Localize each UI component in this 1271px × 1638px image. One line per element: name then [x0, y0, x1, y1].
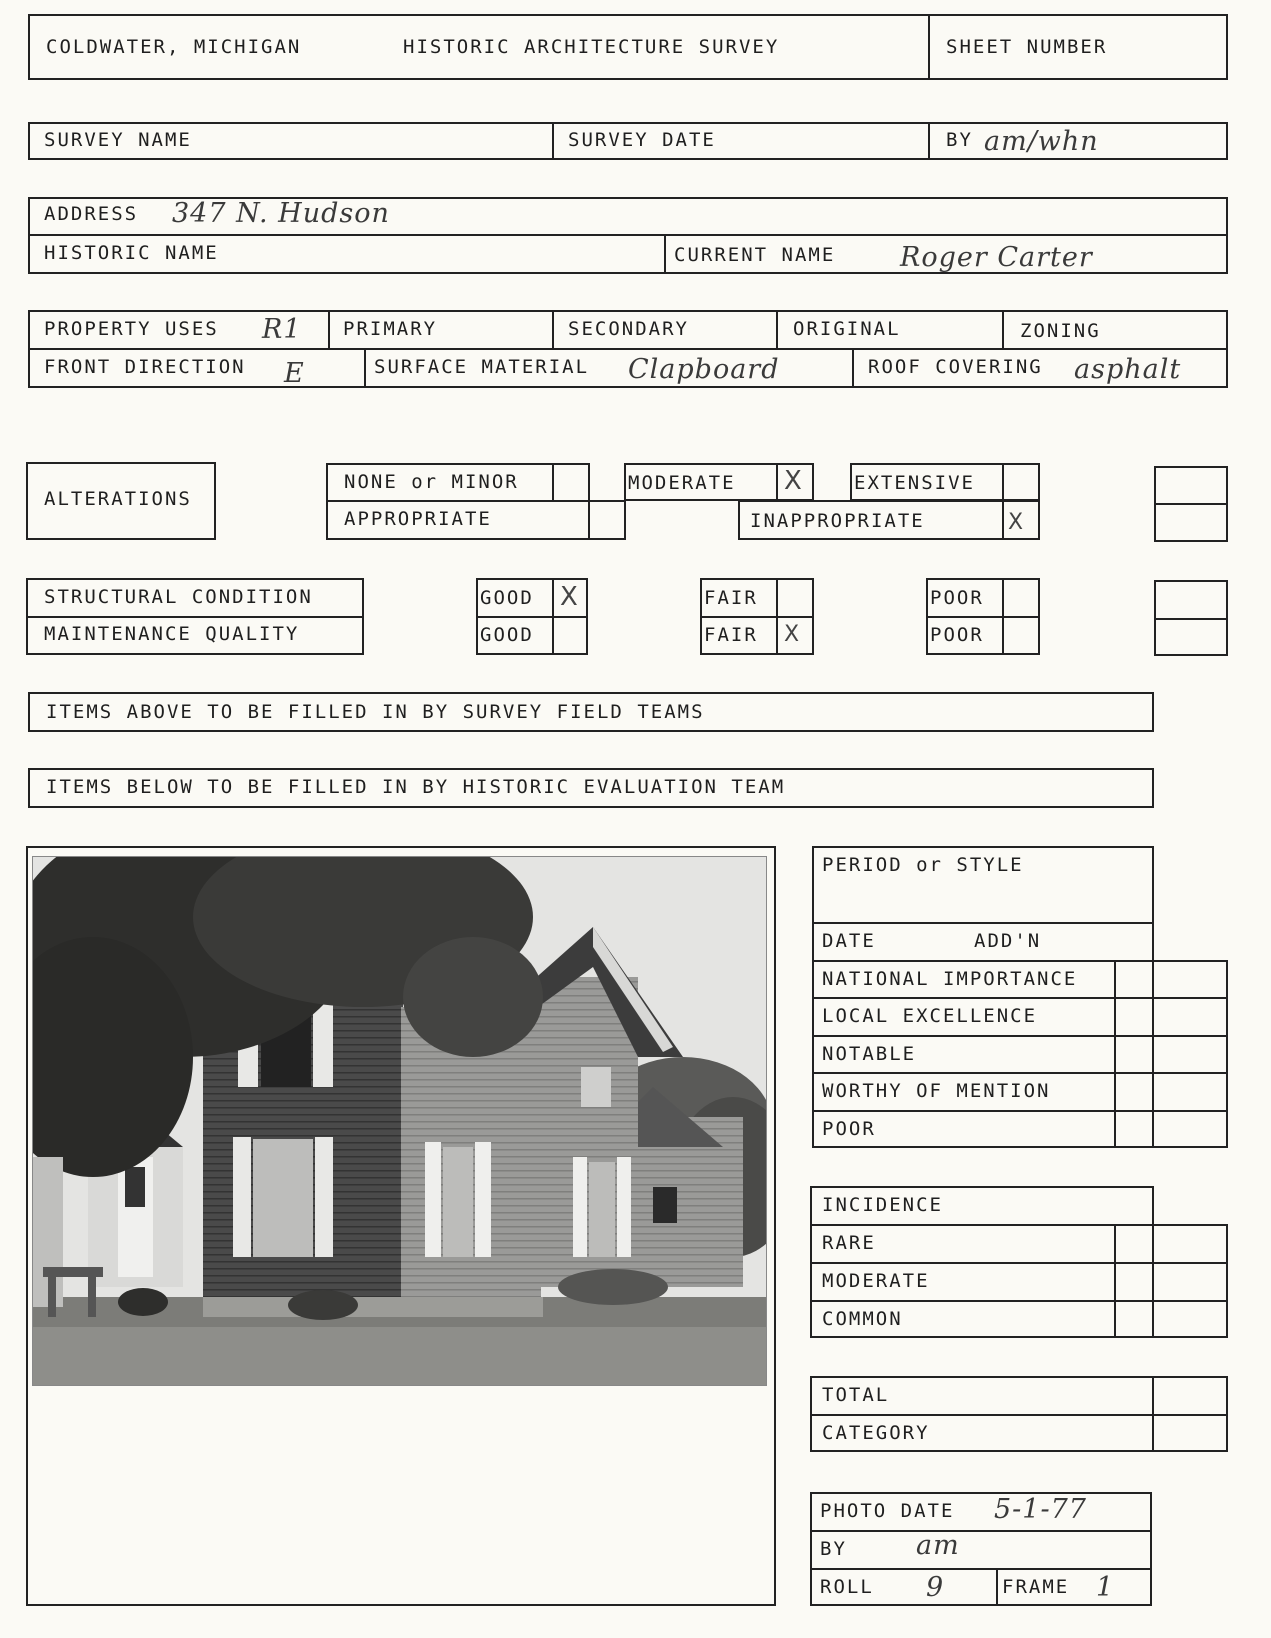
frame-value: 1	[1096, 1572, 1115, 1603]
house-photo	[32, 856, 767, 1386]
photo-date-label: PHOTO DATE	[820, 1500, 955, 1522]
none-minor-check-col	[552, 463, 554, 500]
incidence-label: INCIDENCE	[822, 1194, 943, 1216]
poor-divider	[926, 616, 1040, 618]
roll-frame-divider	[996, 1568, 998, 1606]
totals-score-col	[1152, 1376, 1154, 1452]
current-name-label: CURRENT NAME	[674, 244, 836, 266]
maintenance-fair-mark: X	[784, 622, 800, 647]
good-divider	[476, 616, 588, 618]
none-minor-divider	[326, 500, 624, 502]
worthy-of-mention-label: WORTHY OF MENTION	[822, 1080, 1051, 1102]
roof-covering-label: ROOF COVERING	[868, 356, 1043, 378]
appropriate-check-end	[624, 500, 626, 540]
eval-row-5	[812, 1072, 1228, 1074]
inappropriate-check-col	[1002, 500, 1004, 540]
historic-name-label: HISTORIC NAME	[44, 242, 219, 264]
maintenance-poor-label: POOR	[930, 624, 984, 646]
notable-label: NOTABLE	[822, 1043, 917, 1065]
maintenance-quality-label: MAINTENANCE QUALITY	[44, 623, 300, 645]
moderate-check-col	[776, 463, 778, 501]
poor-check-col	[1002, 578, 1004, 655]
roll-value: 9	[926, 1572, 945, 1603]
incidence-row-2	[810, 1262, 1228, 1264]
rare-label: RARE	[822, 1232, 876, 1254]
property-divider	[28, 348, 1228, 350]
none-minor-label: NONE or MINOR	[344, 471, 519, 493]
address-label: ADDRESS	[44, 203, 139, 225]
alterations-label: ALTERATIONS	[44, 488, 192, 510]
property-col-6	[852, 348, 854, 388]
fair-divider	[700, 616, 814, 618]
header-divider	[928, 14, 930, 80]
common-label: COMMON	[822, 1308, 903, 1330]
eval-row-4	[812, 1035, 1228, 1037]
survey-date-label: SURVEY DATE	[568, 129, 716, 151]
current-name-value: Roger Carter	[900, 242, 1093, 273]
appropriate-label: APPROPRIATE	[344, 508, 492, 530]
condition-score-divider	[1154, 618, 1228, 620]
eval-poor-label: POOR	[822, 1118, 876, 1140]
incidence-row-1	[810, 1224, 1228, 1226]
eval-row-1	[812, 922, 1154, 924]
inappropriate-label: INAPPROPRIATE	[750, 510, 925, 532]
items-below-note: ITEMS BELOW TO BE FILLED IN BY HISTORIC EVALUATION TEAM	[46, 776, 786, 798]
good-check-col	[552, 578, 554, 655]
surface-material-label: SURFACE MATERIAL	[374, 356, 590, 378]
survey-by-label: BY	[946, 129, 973, 151]
photo-date-value: 5-1-77	[994, 1494, 1087, 1525]
property-col-1	[328, 310, 330, 348]
secondary-label: SECONDARY	[568, 318, 689, 340]
national-importance-label: NATIONAL IMPORTANCE	[822, 968, 1078, 990]
moderate-label: MODERATE	[628, 472, 736, 494]
property-col-2	[552, 310, 554, 348]
total-label: TOTAL	[822, 1384, 890, 1406]
totals-divider	[810, 1414, 1228, 1416]
moderate-check-mark: X	[784, 466, 802, 496]
items-above-note: ITEMS ABOVE TO BE FILLED IN BY SURVEY FIELD TEAMS	[46, 701, 705, 723]
address-divider	[28, 234, 1228, 236]
addn-label: ADD'N	[974, 930, 1042, 952]
primary-label: PRIMARY	[343, 318, 438, 340]
structural-condition-label: STRUCTURAL CONDITION	[44, 586, 313, 608]
property-col-3	[776, 310, 778, 348]
incidence-score-column	[1114, 1224, 1228, 1338]
incidence-row-3	[810, 1300, 1228, 1302]
property-col-5	[364, 348, 366, 388]
alterations-score-divider	[1154, 503, 1228, 505]
appropriate-check-col	[588, 500, 590, 540]
survey-by-value: am/whn	[984, 126, 1099, 157]
inappropriate-check-mark: X	[1008, 510, 1024, 535]
date-label: DATE	[822, 930, 876, 952]
property-uses-value: R1	[262, 314, 302, 345]
fair-check-col	[776, 578, 778, 655]
extensive-label: EXTENSIVE	[854, 472, 975, 494]
eval-row-3	[812, 997, 1228, 999]
property-uses-label: PROPERTY USES	[44, 318, 219, 340]
roll-label: ROLL	[820, 1576, 874, 1598]
evaluation-score-column	[1114, 960, 1228, 1148]
form-title: HISTORIC ARCHITECTURE SURVEY	[403, 36, 780, 58]
maintenance-good-label: GOOD	[480, 624, 534, 646]
historic-name-divider	[664, 234, 666, 274]
photo-info-row-2	[810, 1568, 1152, 1570]
eval-row-2	[812, 960, 1228, 962]
original-label: ORIGINAL	[793, 318, 901, 340]
photo-by-value: am	[916, 1530, 960, 1561]
front-direction-label: FRONT DIRECTION	[44, 356, 246, 378]
structural-poor-label: POOR	[930, 587, 984, 609]
frame-label: FRAME	[1002, 1576, 1070, 1598]
front-direction-value: E	[284, 358, 305, 389]
structural-good-label: GOOD	[480, 587, 534, 609]
zoning-label: ZONING	[1020, 320, 1101, 342]
photo-info-row-1	[810, 1530, 1152, 1532]
condition-labels-divider	[26, 616, 364, 618]
eval-row-6	[812, 1110, 1228, 1112]
address-value: 347 N. Hudson	[172, 198, 390, 229]
incidence-moderate-label: MODERATE	[822, 1270, 930, 1292]
sheet-number-label: SHEET NUMBER	[946, 36, 1108, 58]
structural-fair-label: FAIR	[704, 587, 758, 609]
surface-material-value: Clapboard	[628, 354, 780, 385]
period-style-label: PERIOD or STYLE	[822, 854, 1024, 876]
category-label: CATEGORY	[822, 1422, 930, 1444]
city-label: COLDWATER, MICHIGAN	[46, 36, 302, 58]
survey-divider-2	[928, 122, 930, 160]
survey-name-label: SURVEY NAME	[44, 129, 192, 151]
roof-covering-value: asphalt	[1074, 354, 1182, 385]
structural-good-mark: X	[560, 582, 578, 612]
local-excellence-label: LOCAL EXCELLENCE	[822, 1005, 1038, 1027]
extensive-check-col	[1002, 463, 1004, 501]
maintenance-fair-label: FAIR	[704, 624, 758, 646]
photo-by-label: BY	[820, 1538, 847, 1560]
appropriate-bottom	[588, 538, 624, 540]
property-col-4	[1002, 310, 1004, 348]
survey-divider-1	[552, 122, 554, 160]
